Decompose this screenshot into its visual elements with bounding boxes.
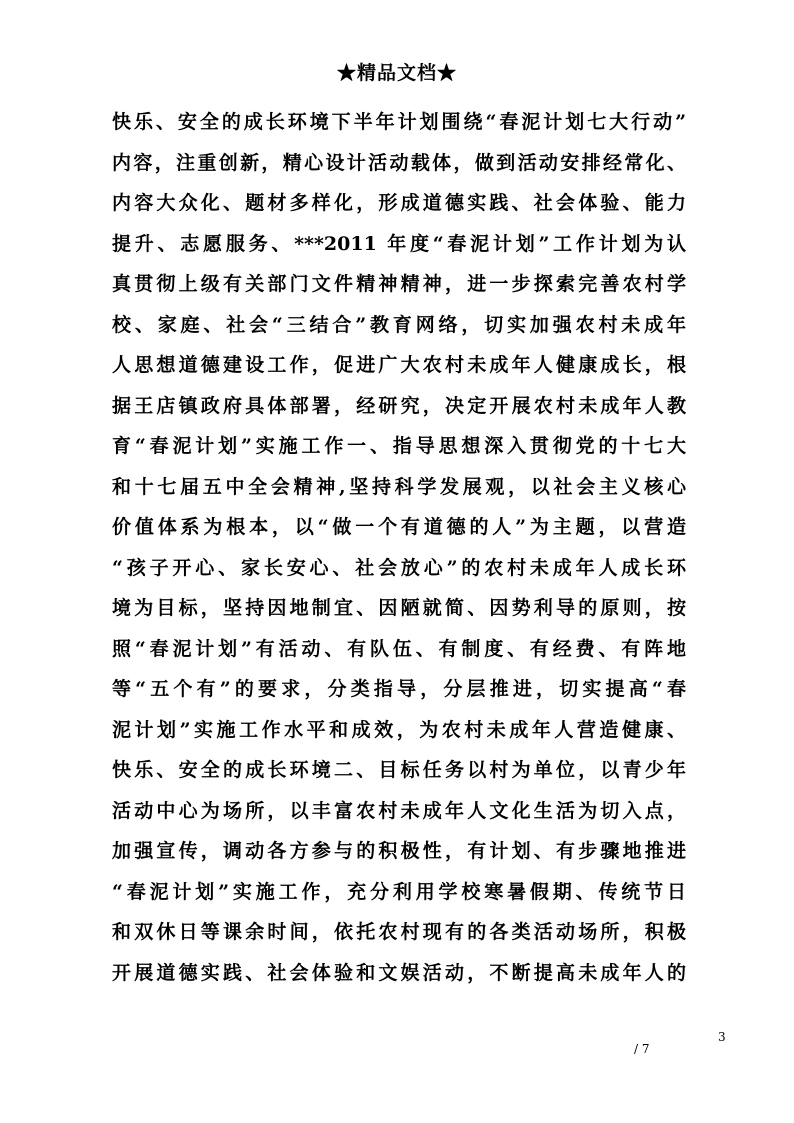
- text-line: 育“春泥计划”实施工作一、指导思想深入贯彻党的十七大: [112, 435, 686, 457]
- text-line: 和十七届五中全会精神,坚持科学发展观，以社会主义核心: [112, 475, 686, 498]
- text-line: 境为目标，坚持因地制宜、因陋就简、因势利导的原则，按: [112, 597, 686, 619]
- text-line: 内容，注重创新，精心设计活动载体，做到活动安排经常化、: [112, 151, 686, 174]
- text-line: 活动中心为场所，以丰富农村未成年人文化生活为切入点，: [112, 799, 686, 822]
- text-line: 等“五个有”的要求，分类指导，分层推进，切实提高“春: [112, 678, 686, 700]
- text-line: 内容大众化、题材多样化，形成道德实践、社会体验、能力: [112, 192, 686, 214]
- text-line: 提升、志愿服务、***2011 年度“春泥计划”工作计划为认: [112, 232, 686, 255]
- text-line: 快乐、安全的成长环境二、目标任务以村为单位，以青少年: [112, 759, 686, 781]
- text-line: 照“春泥计划”有活动、有队伍、有制度、有经费、有阵地: [112, 637, 686, 660]
- document-body: [112, 102, 686, 993]
- text-line: 校、家庭、社会“三结合”教育网络，切实加强农村未成年: [112, 313, 686, 336]
- page-total: / 7: [634, 1042, 650, 1056]
- page-number: 3: [718, 1030, 726, 1044]
- text-line: 加强宣传，调动各方参与的积极性，有计划、有步骤地推进: [112, 840, 686, 862]
- text-line: 和双休日等课余时间，依托农村现有的各类活动场所，积极: [112, 921, 686, 943]
- text-line: “孩子开心、家长安心、社会放心”的农村未成年人成长环: [112, 556, 686, 579]
- text-line: 快乐、安全的成长环境下半年计划围绕“春泥计划七大行动”: [112, 111, 686, 133]
- text-line: 泥计划”实施工作水平和成效，为农村未成年人营造健康、: [112, 718, 686, 741]
- text-line: 据王店镇政府具体部署，经研究，决定开展农村未成年人教: [112, 394, 686, 417]
- page-header-title: ★精品文档★: [336, 62, 457, 84]
- text-line: 开展道德实践、社会体验和文娱活动，不断提高未成年人的: [112, 961, 686, 984]
- text-line: 真贯彻上级有关部门文件精神精神，进一步探索完善农村学: [112, 273, 686, 295]
- text-line: 人思想道德建设工作，促进广大农村未成年人健康成长，根: [112, 354, 686, 376]
- text-line: 价值体系为根本，以“做一个有道德的人”为主题，以营造: [112, 516, 686, 538]
- text-line: “春泥计划”实施工作，充分利用学校寒暑假期、传统节日: [112, 880, 686, 903]
